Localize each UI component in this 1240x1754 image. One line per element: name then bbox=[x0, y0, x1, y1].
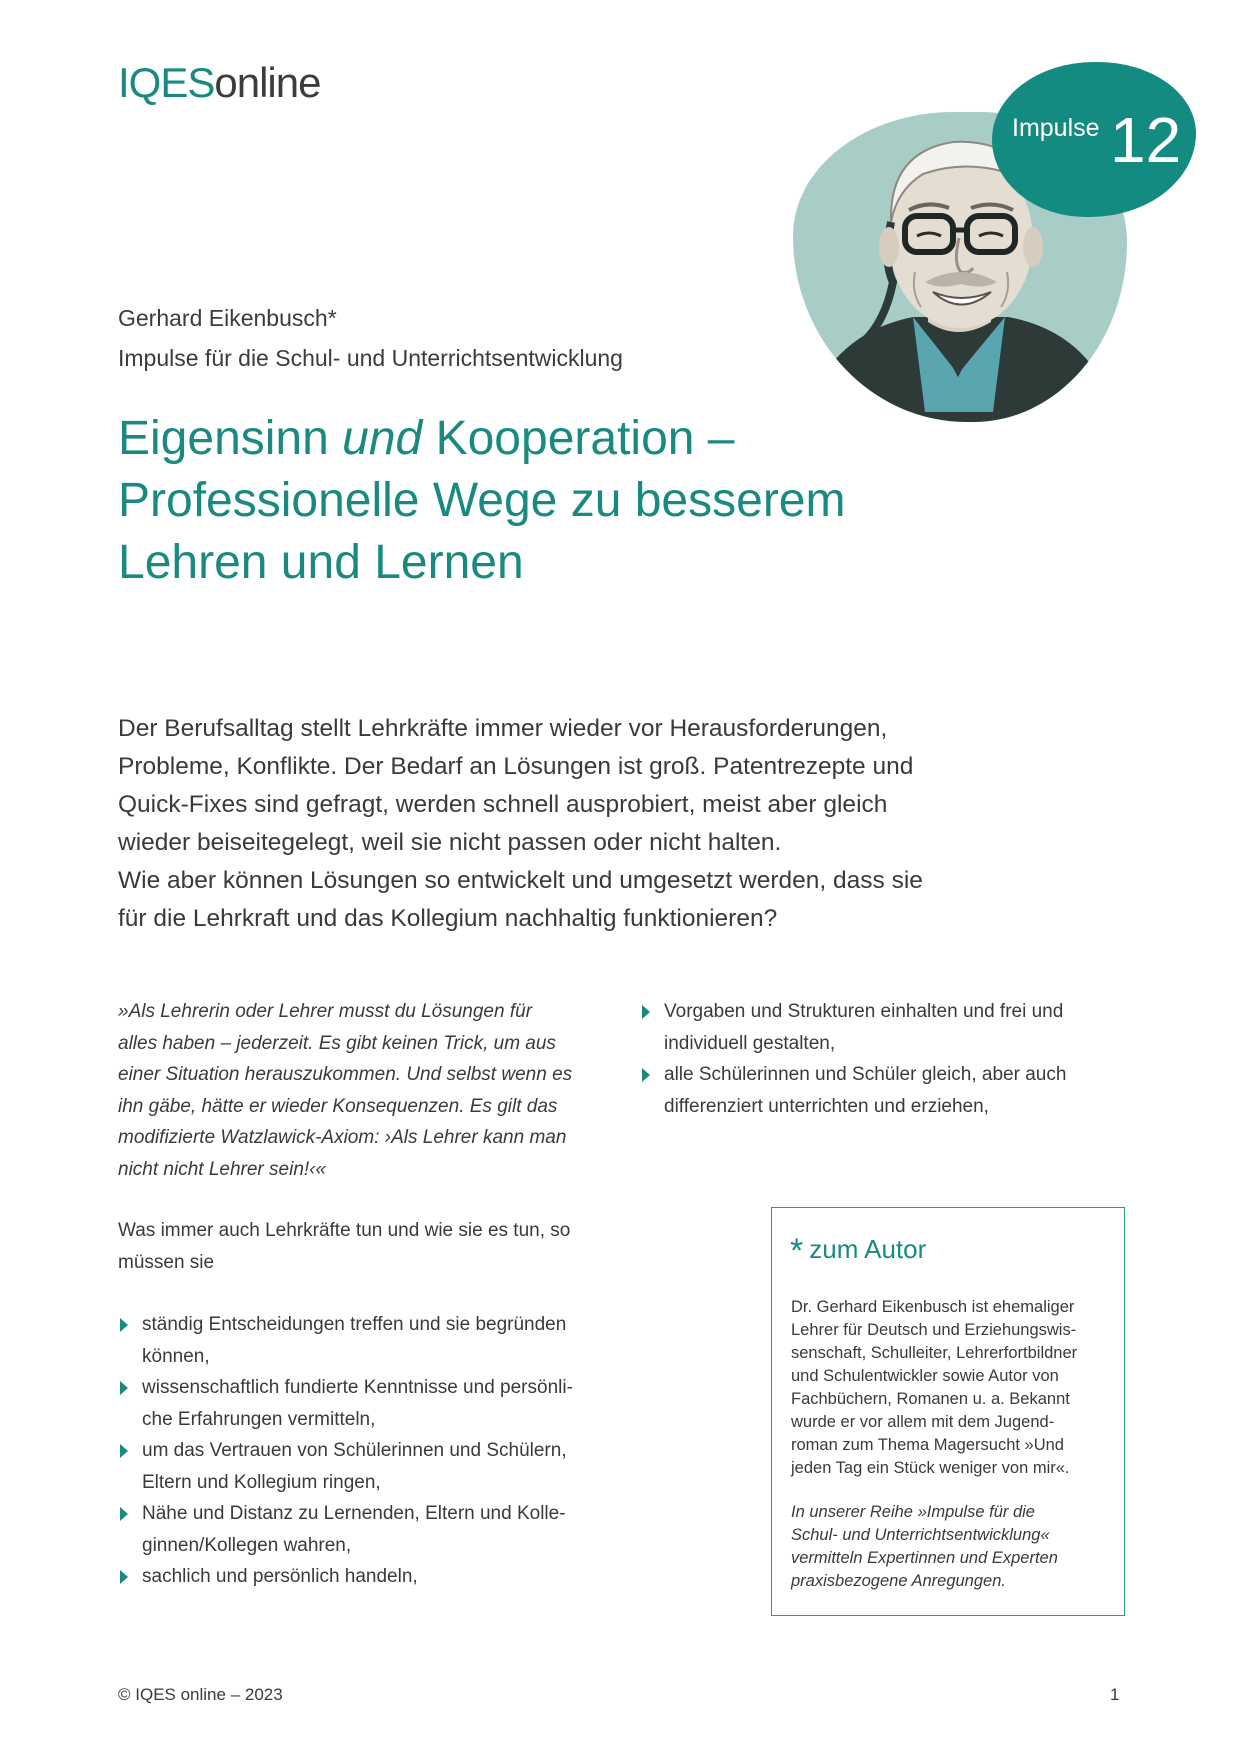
list-item-text: sachlich und persönlich handeln, bbox=[142, 1566, 418, 1587]
quote-line: einer Situation herauszukommen. Und selbst wenn es bbox=[118, 1064, 573, 1085]
intro-paragraph bbox=[118, 710, 1018, 938]
intro-line: Quick-Fixes sind gefragt, werden schnell ausprobiert, meist aber gleich bbox=[118, 791, 888, 818]
intro-line: Der Berufsalltag stellt Lehrkräfte immer wieder vor Herausforderungen, bbox=[118, 715, 888, 742]
title-line-1-end: Kooperation – bbox=[422, 412, 735, 465]
bullet-arrow-icon bbox=[642, 1005, 650, 1019]
bio-line: Fachbüchern, Romanen u. a. Bekannt bbox=[791, 1390, 1070, 1408]
list-item-text: können, bbox=[142, 1345, 210, 1367]
bullet-arrow-icon bbox=[120, 1444, 128, 1458]
logo bbox=[118, 59, 321, 106]
bullet-arrow-icon bbox=[120, 1570, 128, 1584]
bullet-arrow-icon bbox=[642, 1068, 650, 1082]
list-item bbox=[118, 1561, 638, 1593]
list-item-text: wissenschaftlich fundierte Kenntnisse und persönli- bbox=[142, 1377, 573, 1398]
logo-suffix: online bbox=[214, 59, 321, 106]
series-note bbox=[791, 1501, 1111, 1593]
asterisk-icon: * bbox=[790, 1232, 804, 1270]
title-line-2: Professionelle Wege zu besserem bbox=[118, 474, 846, 527]
note-line: Schul- und Unterrichtsentwicklung« bbox=[791, 1526, 1050, 1544]
list-item bbox=[118, 1309, 638, 1372]
bio-line: roman zum Thema Magersucht »Und bbox=[791, 1436, 1064, 1454]
footer-copyright: © IQES online – 2023 bbox=[118, 1685, 283, 1704]
badge-label: Impulse bbox=[1012, 114, 1100, 142]
quote-line: modifizierte Watzlawick-Axiom: ›Als Lehrer kann man bbox=[118, 1127, 567, 1148]
impulse-badge bbox=[992, 62, 1196, 217]
author-box-title bbox=[790, 1232, 926, 1271]
lead-paragraph bbox=[118, 1215, 618, 1278]
list-item-text: Eltern und Kollegium ringen, bbox=[142, 1471, 381, 1493]
list-item-text: individuell gestalten, bbox=[664, 1032, 836, 1054]
bio-line: Lehrer für Deutsch und Erziehungswis- bbox=[791, 1321, 1077, 1339]
bullet-list-right bbox=[640, 996, 1120, 1122]
page-title bbox=[118, 408, 938, 594]
bullet-arrow-icon bbox=[120, 1318, 128, 1332]
quote-block bbox=[118, 996, 618, 1185]
author-bio bbox=[791, 1296, 1111, 1480]
intro-line: Probleme, Konflikte. Der Bedarf an Lösungen ist groß. Patentrezepte und bbox=[118, 753, 914, 780]
list-item bbox=[640, 996, 1120, 1059]
badge-number: 12 bbox=[1110, 104, 1182, 176]
bullet-arrow-icon bbox=[120, 1507, 128, 1521]
title-line-1 bbox=[118, 408, 938, 470]
list-item bbox=[118, 1435, 638, 1498]
quote-line: nicht nicht Lehrer sein!‹« bbox=[118, 1158, 327, 1180]
author-name-text: Gerhard Eikenbusch bbox=[118, 305, 328, 331]
author-box-title-text: zum Autor bbox=[809, 1234, 927, 1264]
intro-line: wieder beiseitegelegt, weil sie nicht passen oder nicht halten. bbox=[118, 829, 782, 856]
lead-line: Was immer auch Lehrkräfte tun und wie sie es tun, so bbox=[118, 1220, 571, 1241]
page-number: 1 bbox=[1110, 1685, 1120, 1704]
list-item-text: Nähe und Distanz zu Lernenden, Eltern und Kolle- bbox=[142, 1503, 566, 1524]
bio-line: senschaft, Schulleiter, Lehrerfortbildner bbox=[791, 1344, 1078, 1362]
list-item-text: ständig Entscheidungen treffen und sie begründen bbox=[142, 1314, 567, 1335]
bio-line: jeden Tag ein Stück weniger von mir«. bbox=[791, 1459, 1070, 1477]
list-item-text: ginnen/Kollegen wahren, bbox=[142, 1534, 352, 1556]
logo-brand: IQES bbox=[118, 59, 215, 106]
list-item-text: che Erfahrungen vermitteln, bbox=[142, 1408, 376, 1430]
note-line: vermitteln Expertinnen und Experten bbox=[791, 1549, 1058, 1567]
list-item-text: alle Schülerinnen und Schüler gleich, aber auch bbox=[664, 1064, 1067, 1085]
list-item bbox=[118, 1372, 638, 1435]
title-line-1-start: Eigensinn bbox=[118, 412, 343, 465]
note-line: praxisbezogene Anregungen. bbox=[791, 1572, 1006, 1590]
list-item-text: um das Vertrauen von Schülerinnen und Schülern, bbox=[142, 1440, 567, 1461]
author-name bbox=[118, 305, 337, 332]
list-item bbox=[118, 1498, 638, 1561]
note-line: In unserer Reihe »Impulse für die bbox=[791, 1503, 1035, 1521]
intro-line: Wie aber können Lösungen so entwickelt und umgesetzt werden, dass sie bbox=[118, 867, 923, 894]
list-item-text: differenziert unterrichten und erziehen, bbox=[664, 1095, 989, 1117]
bio-line: und Schulentwickler sowie Autor von bbox=[791, 1367, 1059, 1385]
title-emphasis: und bbox=[342, 412, 423, 465]
bio-line: Dr. Gerhard Eikenbusch ist ehemaliger bbox=[791, 1298, 1075, 1316]
intro-line: für die Lehrkraft und das Kollegium nachhaltig funktionieren? bbox=[118, 905, 778, 932]
bullet-arrow-icon bbox=[120, 1381, 128, 1395]
list-item-text: Vorgaben und Strukturen einhalten und frei und bbox=[664, 1001, 1064, 1022]
quote-line: ihn gäbe, hätte er wieder Konsequenzen. Es gilt das bbox=[118, 1095, 558, 1117]
series-name: Impulse für die Schul- und Unterrichtsentwicklung bbox=[118, 345, 623, 371]
quote-line: alles haben – jederzeit. Es gibt keinen Trick, um aus bbox=[118, 1032, 556, 1054]
author-footnote-marker: * bbox=[327, 305, 337, 331]
bio-line: wurde er vor allem mit dem Jugend- bbox=[791, 1413, 1055, 1431]
quote-line: »Als Lehrerin oder Lehrer musst du Lösungen für bbox=[118, 1001, 533, 1022]
title-line-3: Lehren und Lernen bbox=[118, 536, 524, 589]
author-info-box bbox=[771, 1207, 1125, 1616]
bullet-list-left bbox=[118, 1309, 638, 1593]
list-item bbox=[640, 1059, 1120, 1122]
lead-line: müssen sie bbox=[118, 1251, 215, 1273]
